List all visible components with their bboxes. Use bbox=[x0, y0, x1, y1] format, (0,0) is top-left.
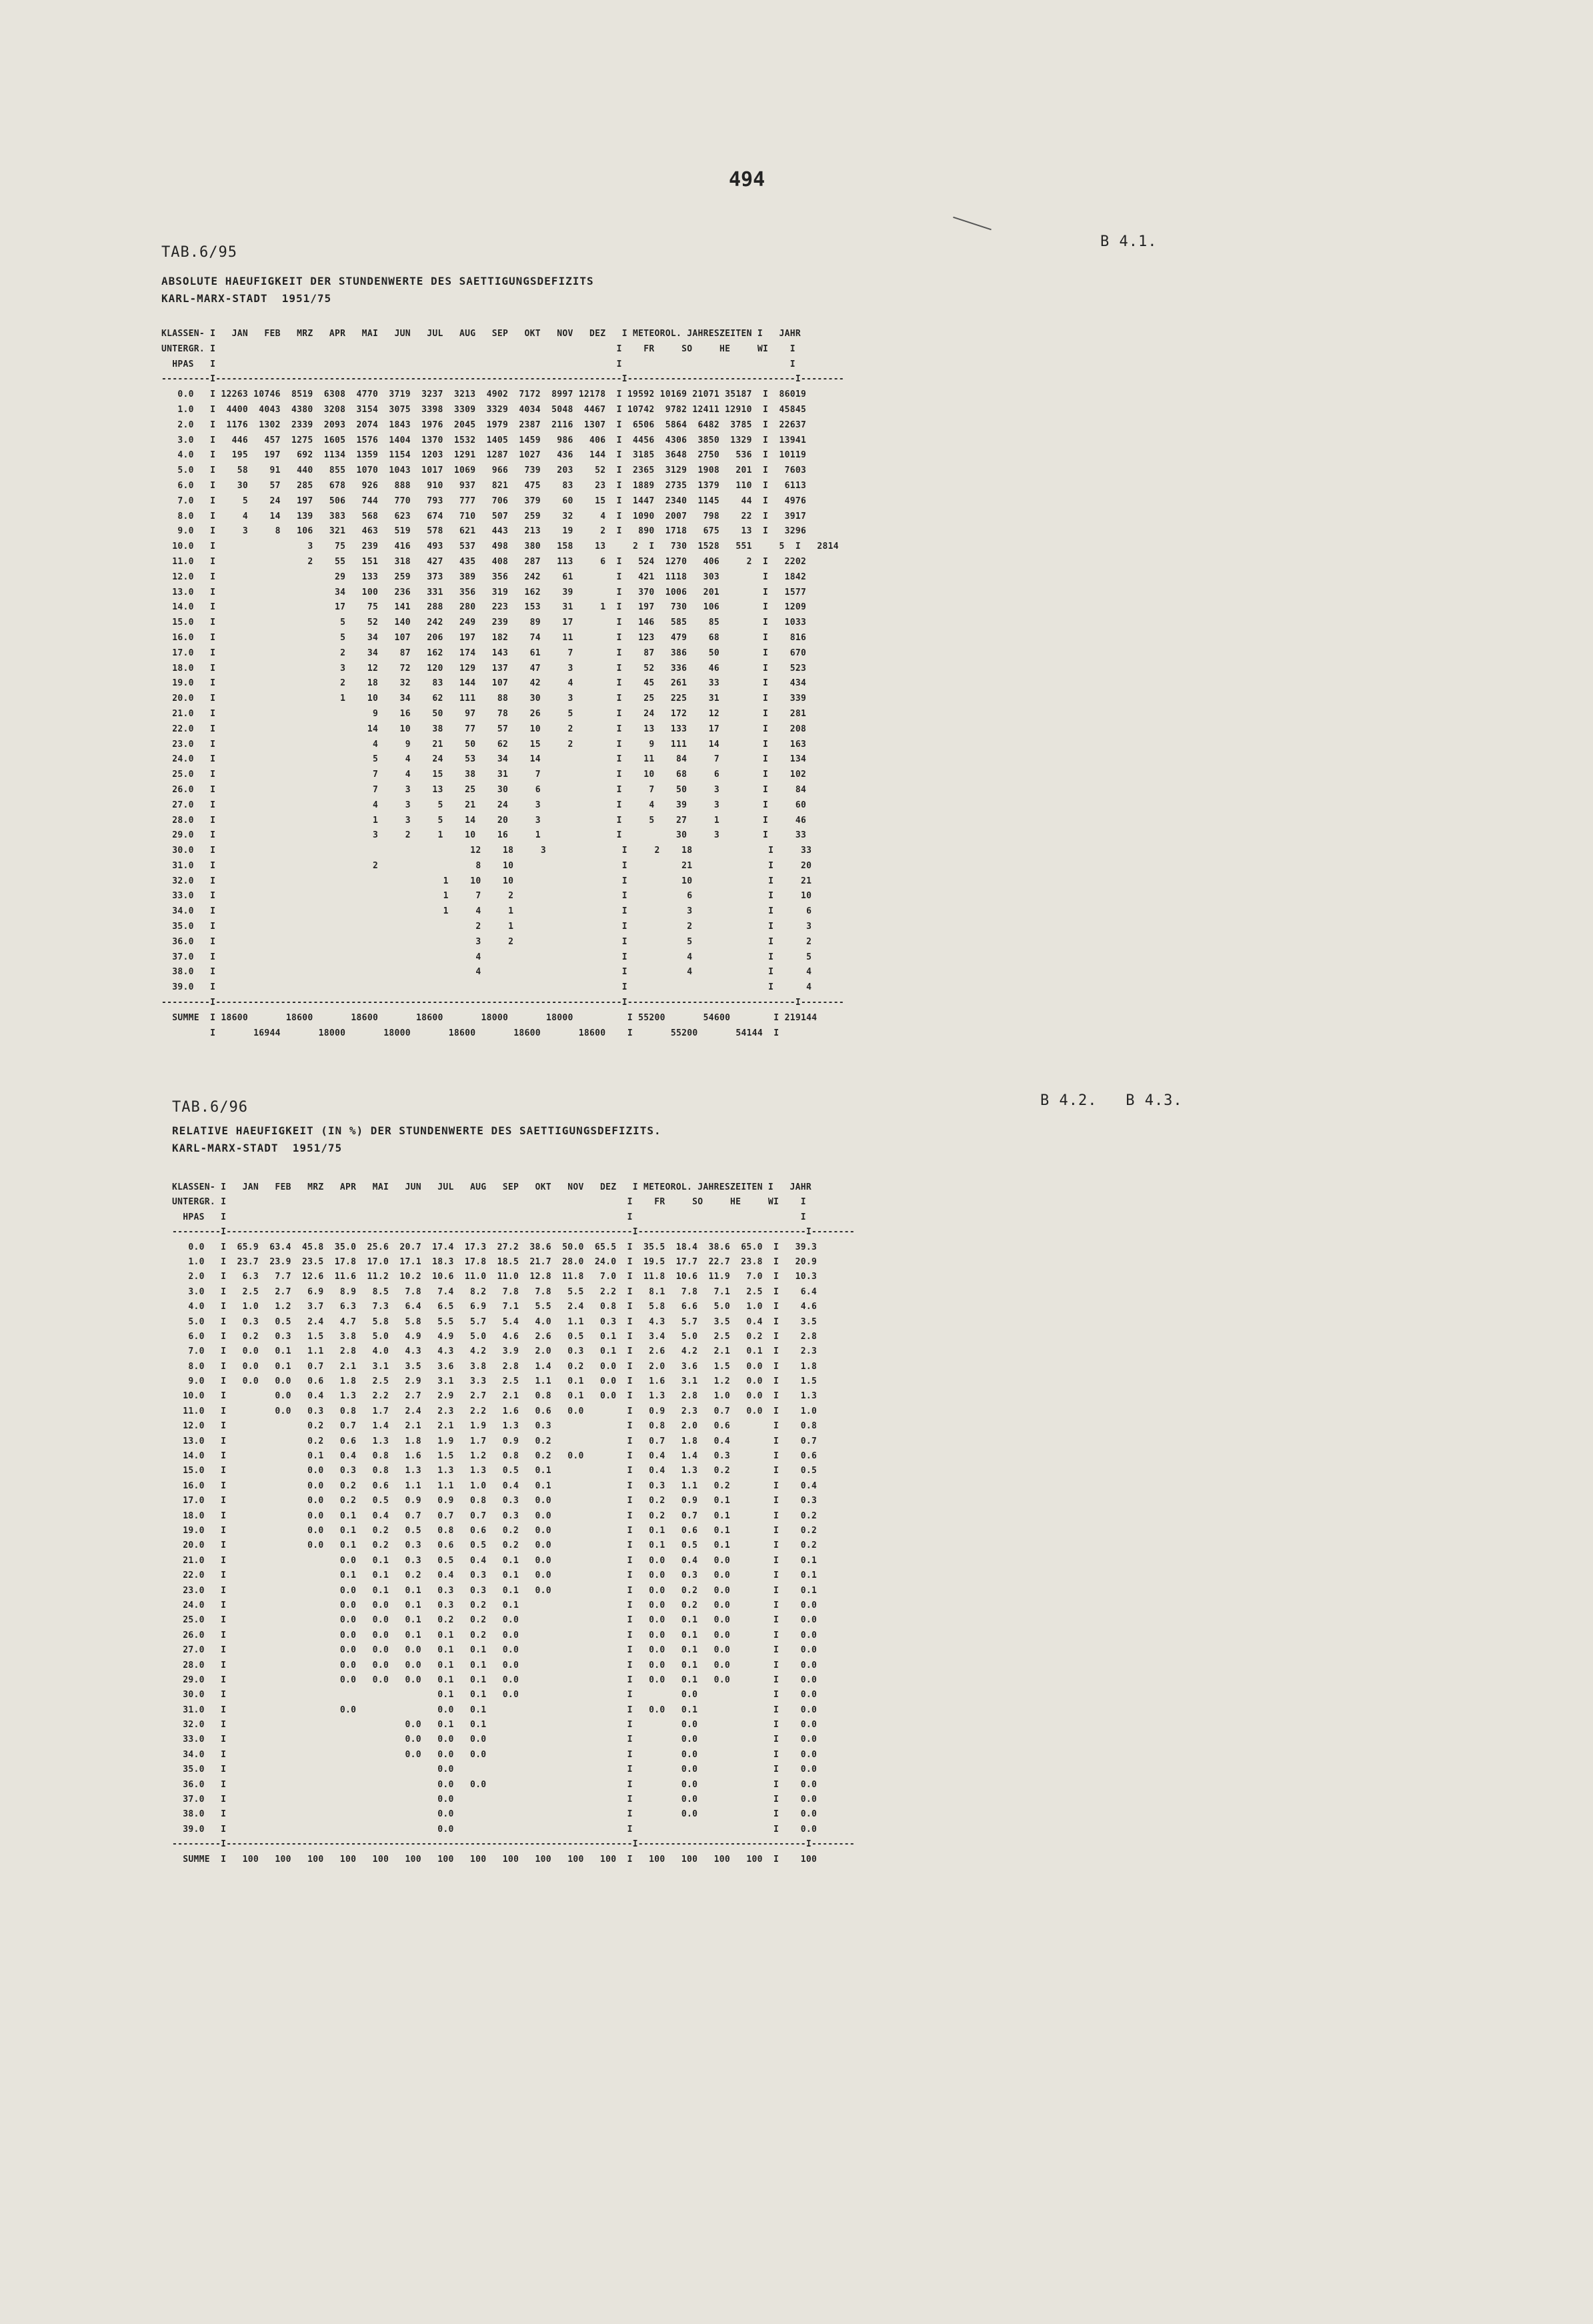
sum-row: I 16944 18000 18000 18600 18600 18600 I 55200 54144 I bbox=[161, 1028, 779, 1038]
table-row: 37.0 I 4 I 4 I 5 bbox=[161, 952, 812, 962]
table-row: 0.0 I 65.9 63.4 45.8 35.0 25.6 20.7 17.4 17.3 27.2 38.6 50.0 65.5 I 35.5 18.4 38.6 65.0 I 39.3 bbox=[172, 1242, 818, 1252]
table-row: 19.0 I 2 18 32 83 144 107 42 4 I 45 261 33 I 434 bbox=[161, 678, 807, 689]
table2-title: RELATIVE HAEUFIGKEIT (IN %) DER STUNDENWERTE DES SAETTIGUNGSDEFIZITS. bbox=[172, 1124, 661, 1137]
table-row: 12.0 I 29 133 259 373 389 356 242 61 I 421 1118 303 I 1842 bbox=[161, 571, 807, 582]
table-row: 23.0 I 4 9 21 50 62 15 2 I 9 111 14 I 163 bbox=[161, 739, 807, 750]
page-number: 494 bbox=[729, 168, 765, 191]
table2-body bbox=[172, 1240, 855, 1853]
table-row: 16.0 I 0.0 0.2 0.6 1.1 1.1 1.0 0.4 0.1 I 0.3 1.1 0.2 I 0.4 bbox=[172, 1480, 818, 1491]
table-row: 30.0 I 0.1 0.1 0.0 I 0.0 I 0.0 bbox=[172, 1690, 818, 1700]
table-row: 3.0 I 2.5 2.7 6.9 8.9 8.5 7.8 7.4 8.2 7.8 7.8 5.5 2.2 I 8.1 7.8 7.1 2.5 I 6.4 bbox=[172, 1286, 818, 1297]
table-row: 18.0 I 0.0 0.1 0.4 0.7 0.7 0.7 0.3 0.0 I 0.2 0.7 0.1 I 0.2 bbox=[172, 1510, 818, 1521]
table1-subtitle: KARL-MARX-STADT 1951/75 bbox=[161, 292, 332, 305]
table-row: 4.0 I 1.0 1.2 3.7 6.3 7.3 6.4 6.5 6.9 7.1 5.5 2.4 0.8 I 5.8 6.6 5.0 1.0 I 4.6 bbox=[172, 1302, 818, 1312]
table-row: 36.0 I 0.0 0.0 I 0.0 I 0.0 bbox=[172, 1779, 818, 1790]
table-row: 12.0 I 0.2 0.7 1.4 2.1 2.1 1.9 1.3 0.3 I 0.8 2.0 0.6 I 0.8 bbox=[172, 1421, 818, 1432]
table-row: 10.0 I 3 75 239 416 493 537 498 380 158 13 2 I 730 1528 551 5 I 2814 bbox=[161, 541, 839, 552]
table-row: 25.0 I 7 4 15 38 31 7 I 10 68 6 I 102 bbox=[161, 770, 807, 780]
table2-header bbox=[172, 1180, 855, 1240]
table-header-row: ---------I---------------------------------------------------------------------------I-------------------------------I-------- bbox=[172, 1227, 855, 1238]
table-row: 24.0 I 5 4 24 53 34 14 I 11 84 7 I 134 bbox=[161, 754, 807, 765]
table-row: 20.0 I 0.0 0.1 0.2 0.3 0.6 0.5 0.2 0.0 I 0.1 0.5 0.1 I 0.2 bbox=[172, 1540, 818, 1551]
table-header-row: KLASSEN- I JAN FEB MRZ APR MAI JUN JUL AUG SEP OKT NOV DEZ I METEOROL. JAHRESZEITEN I JAHR bbox=[172, 1182, 812, 1192]
table-row: 23.0 I 0.0 0.1 0.1 0.3 0.3 0.1 0.0 I 0.0 0.2 0.0 I 0.1 bbox=[172, 1585, 818, 1596]
table-header-row: UNTERGR. I I FR SO HE WI I bbox=[161, 343, 795, 354]
table-row: 15.0 I 5 52 140 242 249 239 89 17 I 146 585 85 I 1033 bbox=[161, 618, 807, 628]
table-row: 39.0 I I I 4 bbox=[161, 982, 812, 993]
table-row: 30.0 I 12 18 3 I 2 18 I 33 bbox=[161, 846, 812, 856]
table-row: 8.0 I 4 14 139 383 568 623 674 710 507 259 32 4 I 1090 2007 798 22 I 3917 bbox=[161, 511, 807, 521]
table-row: 6.0 I 0.2 0.3 1.5 3.8 5.0 4.9 4.9 5.0 4.6 2.6 0.5 0.1 I 3.4 5.0 2.5 0.2 I 2.8 bbox=[172, 1331, 818, 1342]
pencil-mark bbox=[953, 217, 992, 230]
table-row: 38.0 I 0.0 I 0.0 I 0.0 bbox=[172, 1809, 818, 1820]
table-row: 35.0 I 2 1 I 2 I 3 bbox=[161, 922, 812, 932]
table-row: 35.0 I 0.0 I 0.0 I 0.0 bbox=[172, 1765, 818, 1775]
table-row: 0.0 I 12263 10746 8519 6308 4770 3719 3237 3213 4902 7172 8997 12178 I 19592 10169 21071 35187 I 86019 bbox=[161, 389, 807, 400]
table-row: 27.0 I 4 3 5 21 24 3 I 4 39 3 I 60 bbox=[161, 800, 807, 810]
table-row: 33.0 I 0.0 0.0 0.0 I 0.0 I 0.0 bbox=[172, 1734, 818, 1745]
table-row: 18.0 I 3 12 72 120 129 137 47 3 I 52 336 46 I 523 bbox=[161, 663, 807, 674]
table-row: 27.0 I 0.0 0.0 0.0 0.1 0.1 0.0 I 0.0 0.1 0.0 I 0.0 bbox=[172, 1645, 818, 1656]
table-row: 17.0 I 0.0 0.2 0.5 0.9 0.9 0.8 0.3 0.0 I 0.2 0.9 0.1 I 0.3 bbox=[172, 1496, 818, 1506]
sum-row: SUMME I 18600 18600 18600 18600 18000 18000 I 55200 54600 I 219144 bbox=[161, 1012, 818, 1023]
table-row: 5.0 I 58 91 440 855 1070 1043 1017 1069 966 739 203 52 I 2365 3129 1908 201 I 7603 bbox=[161, 465, 807, 476]
table-row: 21.0 I 0.0 0.1 0.3 0.5 0.4 0.1 0.0 I 0.0 0.4 0.0 I 0.1 bbox=[172, 1555, 818, 1566]
table-row: 7.0 I 5 24 197 506 744 770 793 777 706 379 60 15 I 1447 2340 1145 44 I 4976 bbox=[161, 495, 807, 506]
table-row: 32.0 I 1 10 10 I 10 I 21 bbox=[161, 876, 812, 886]
table-row: 22.0 I 14 10 38 77 57 10 2 I 13 133 17 I 208 bbox=[161, 724, 807, 734]
table-row: 5.0 I 0.3 0.5 2.4 4.7 5.8 5.8 5.5 5.7 5.4 4.0 1.1 0.3 I 4.3 5.7 3.5 0.4 I 3.5 bbox=[172, 1316, 818, 1327]
table-row: 25.0 I 0.0 0.0 0.1 0.2 0.2 0.0 I 0.0 0.1 0.0 I 0.0 bbox=[172, 1615, 818, 1626]
table-row: 2.0 I 1176 1302 2339 2093 2074 1843 1976 2045 1979 2387 2116 1307 I 6506 5864 6482 3785 I 22637 bbox=[161, 419, 807, 430]
table-row: 9.0 I 3 8 106 321 463 519 578 621 443 213 19 2 I 890 1718 675 13 I 3296 bbox=[161, 526, 807, 537]
table-row: 37.0 I 0.0 I 0.0 I 0.0 bbox=[172, 1795, 818, 1805]
table1-ref: B 4.1. bbox=[1100, 233, 1158, 250]
table-row: 15.0 I 0.0 0.3 0.8 1.3 1.3 1.3 0.5 0.1 I 0.4 1.3 0.2 I 0.5 bbox=[172, 1466, 818, 1476]
table-row: 4.0 I 195 197 692 1134 1359 1154 1203 1291 1287 1027 436 144 I 3185 3648 2750 536 I 10119 bbox=[161, 450, 807, 461]
table-header-row: KLASSEN- I JAN FEB MRZ APR MAI JUN JUL AUG SEP OKT NOV DEZ I METEOROL. JAHRESZEITEN I JAHR bbox=[161, 329, 801, 339]
table-row: 22.0 I 0.1 0.1 0.2 0.4 0.3 0.1 0.0 I 0.0 0.3 0.0 I 0.1 bbox=[172, 1570, 818, 1581]
table-row: 31.0 I 2 8 10 I 21 I 20 bbox=[161, 860, 812, 871]
table-row: 26.0 I 7 3 13 25 30 6 I 7 50 3 I 84 bbox=[161, 784, 807, 795]
table-row: 13.0 I 0.2 0.6 1.3 1.8 1.9 1.7 0.9 0.2 I 0.7 1.8 0.4 I 0.7 bbox=[172, 1436, 818, 1446]
table1-sum bbox=[161, 1011, 844, 1042]
table-row: 11.0 I 2 55 151 318 427 435 408 287 113 6 I 524 1270 406 2 I 2202 bbox=[161, 556, 807, 567]
table-row: 14.0 I 17 75 141 288 280 223 153 31 1 I 197 730 106 I 1209 bbox=[161, 602, 807, 613]
table-row: 6.0 I 30 57 285 678 926 888 910 937 821 475 83 23 I 1889 2735 1379 110 I 6113 bbox=[161, 480, 807, 491]
table-row: 1.0 I 23.7 23.9 23.5 17.8 17.0 17.1 18.3 17.8 18.5 21.7 28.0 24.0 I 19.5 17.7 22.7 23.8 I 20.9 bbox=[172, 1256, 818, 1267]
table-row: 14.0 I 0.1 0.4 0.8 1.6 1.5 1.2 0.8 0.2 0.0 I 0.4 1.4 0.3 I 0.6 bbox=[172, 1451, 818, 1462]
table-row: 19.0 I 0.0 0.1 0.2 0.5 0.8 0.6 0.2 0.0 I 0.1 0.6 0.1 I 0.2 bbox=[172, 1525, 818, 1536]
table1-title: ABSOLUTE HAEUFIGKEIT DER STUNDENWERTE DES SAETTIGUNGSDEFIZITS bbox=[161, 275, 594, 287]
table2-subtitle: KARL-MARX-STADT 1951/75 bbox=[172, 1142, 343, 1154]
table-row: 26.0 I 0.0 0.0 0.1 0.1 0.2 0.0 I 0.0 0.1 0.0 I 0.0 bbox=[172, 1630, 818, 1640]
table2-ref: B 4.2. B 4.3. bbox=[1040, 1092, 1183, 1109]
table-row: 1.0 I 4400 4043 4380 3208 3154 3075 3398 3309 3329 4034 5048 4467 I 10742 9782 12411 12910 I 45845 bbox=[161, 404, 807, 415]
table-row: 20.0 I 1 10 34 62 111 88 30 3 I 25 225 31 I 339 bbox=[161, 694, 807, 704]
table2-sum bbox=[172, 1853, 855, 1867]
table-row: 28.0 I 1 3 5 14 20 3 I 5 27 1 I 46 bbox=[161, 815, 807, 826]
table-row: 39.0 I 0.0 I I 0.0 bbox=[172, 1824, 818, 1835]
table-row: 29.0 I 3 2 1 10 16 1 I 30 3 I 33 bbox=[161, 830, 807, 841]
table-row: ---------I---------------------------------------------------------------------------I-------------------------------I-------- bbox=[172, 1839, 855, 1850]
table-header-row: UNTERGR. I I FR SO HE WI I bbox=[172, 1197, 806, 1208]
table-row: 10.0 I 0.0 0.4 1.3 2.2 2.7 2.9 2.7 2.1 0.8 0.1 0.0 I 1.3 2.8 1.0 0.0 I 1.3 bbox=[172, 1391, 818, 1402]
table-row: 29.0 I 0.0 0.0 0.0 0.1 0.1 0.0 I 0.0 0.1 0.0 I 0.0 bbox=[172, 1674, 818, 1685]
table-row: 24.0 I 0.0 0.0 0.1 0.3 0.2 0.1 I 0.0 0.2 0.0 I 0.0 bbox=[172, 1600, 818, 1610]
table1-label: TAB.6/95 bbox=[161, 244, 237, 261]
table1-body bbox=[161, 387, 844, 1011]
table-row: 3.0 I 446 457 1275 1605 1576 1404 1370 1532 1405 1459 986 406 I 4456 4306 3850 1329 I 13941 bbox=[161, 435, 807, 445]
table-row: 33.0 I 1 7 2 I 6 I 10 bbox=[161, 891, 812, 902]
table-row: 34.0 I 0.0 0.0 0.0 I 0.0 I 0.0 bbox=[172, 1749, 818, 1760]
table-row: 28.0 I 0.0 0.0 0.0 0.1 0.1 0.0 I 0.0 0.1 0.0 I 0.0 bbox=[172, 1660, 818, 1670]
table-row: 17.0 I 2 34 87 162 174 143 61 7 I 87 386 50 I 670 bbox=[161, 648, 807, 658]
table-row: 31.0 I 0.0 0.0 0.1 I 0.0 0.1 I 0.0 bbox=[172, 1704, 818, 1715]
table1 bbox=[161, 327, 844, 1041]
table2-label: TAB.6/96 bbox=[172, 1099, 248, 1116]
table-row: 38.0 I 4 I 4 I 4 bbox=[161, 967, 812, 978]
table-row: 11.0 I 0.0 0.3 0.8 1.7 2.4 2.3 2.2 1.6 0.6 0.0 I 0.9 2.3 0.7 0.0 I 1.0 bbox=[172, 1406, 818, 1416]
table-row: 9.0 I 0.0 0.0 0.6 1.8 2.5 2.9 3.1 3.3 2.5 1.1 0.1 0.0 I 1.6 3.1 1.2 0.0 I 1.5 bbox=[172, 1376, 818, 1387]
table-row: 13.0 I 34 100 236 331 356 319 162 39 I 370 1006 201 I 1577 bbox=[161, 587, 807, 598]
table2 bbox=[172, 1180, 855, 1867]
table-row: 7.0 I 0.0 0.1 1.1 2.8 4.0 4.3 4.3 4.2 3.9 2.0 0.3 0.1 I 2.6 4.2 2.1 0.1 I 2.3 bbox=[172, 1346, 818, 1357]
table1-header bbox=[161, 327, 844, 387]
table-row: 32.0 I 0.0 0.1 0.1 I 0.0 I 0.0 bbox=[172, 1720, 818, 1730]
table-header-row: ---------I---------------------------------------------------------------------------I-------------------------------I-------- bbox=[161, 374, 844, 385]
table-row: 16.0 I 5 34 107 206 197 182 74 11 I 123 479 68 I 816 bbox=[161, 632, 807, 643]
table-header-row: HPAS I I I bbox=[172, 1212, 806, 1222]
table-row: 8.0 I 0.0 0.1 0.7 2.1 3.1 3.5 3.6 3.8 2.8 1.4 0.2 0.0 I 2.0 3.6 1.5 0.0 I 1.8 bbox=[172, 1361, 818, 1372]
sum-row: SUMME I 100 100 100 100 100 100 100 100 100 100 100 100 I 100 100 100 100 I 100 bbox=[172, 1854, 818, 1865]
table-row: 36.0 I 3 2 I 5 I 2 bbox=[161, 936, 812, 947]
table-row: 21.0 I 9 16 50 97 78 26 5 I 24 172 12 I 281 bbox=[161, 708, 807, 719]
table-row: 2.0 I 6.3 7.7 12.6 11.6 11.2 10.2 10.6 11.0 11.0 12.8 11.8 7.0 I 11.8 10.6 11.9 7.0 I 10.3 bbox=[172, 1272, 818, 1282]
table-header-row: HPAS I I I bbox=[161, 359, 795, 369]
table-row: 34.0 I 1 4 1 I 3 I 6 bbox=[161, 906, 812, 917]
table-row: ---------I---------------------------------------------------------------------------I-------------------------------I-------- bbox=[161, 998, 844, 1008]
